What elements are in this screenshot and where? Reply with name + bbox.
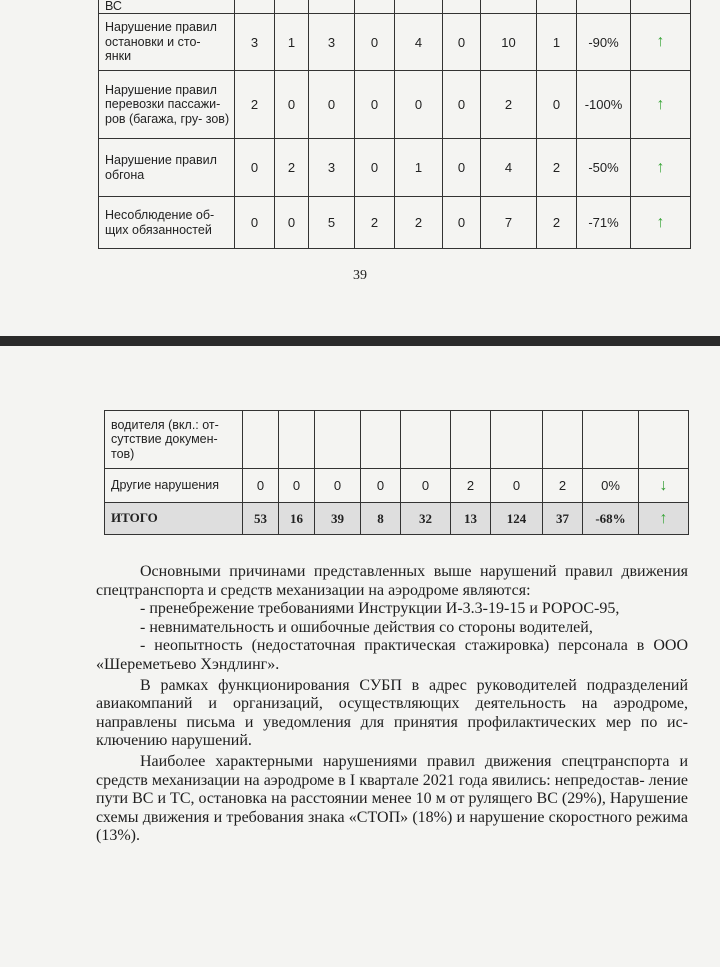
cell: 0 [443, 139, 481, 197]
table-row [105, 411, 689, 469]
violations-table-top [98, 0, 691, 249]
list-item: - невнимательность и ошибочные действия со стороны водителей, [140, 618, 593, 636]
cell: 2 [543, 469, 583, 503]
row-label: Другие нарушения [105, 469, 243, 503]
cell: 2 [451, 469, 491, 503]
cell: 0 [315, 469, 361, 503]
cell: 37 [543, 503, 583, 535]
cell: 0 [443, 197, 481, 249]
paragraph: В рамках функционирования СУБП в адрес руководителей подразделений авиакомпаний и организаций, осуществляющих деятельность на аэродроме, направлены письма и уведомления для принятия профилактических мер по ис- ключению нарушений. [96, 676, 688, 750]
cell: 8 [361, 503, 401, 535]
cell: 0 [355, 14, 395, 71]
cell: 1 [537, 14, 577, 71]
trend-up-icon: ↑ [631, 71, 691, 139]
total-row [105, 503, 689, 535]
cell: 0 [275, 71, 309, 139]
percent-cell: -90% [577, 14, 631, 71]
cell: 0 [275, 197, 309, 249]
cell: 3 [309, 139, 355, 197]
cell: 2 [275, 139, 309, 197]
percent-cell: 0% [583, 469, 639, 503]
cell: 0 [537, 71, 577, 139]
cell: 0 [279, 469, 315, 503]
paragraph: Основными причинами представленных выше нарушений правил движения спецтранспорта и средств механизации на аэродроме являются: [96, 563, 688, 599]
table-row [99, 197, 691, 249]
list-item: - пренебрежение требованиями Инструкции И-3.3-19-15 и РОРОС-95, [140, 600, 620, 618]
cell: 0 [443, 71, 481, 139]
cell: 0 [491, 469, 543, 503]
cell: 2 [481, 71, 537, 139]
trend-up-icon: ↑ [639, 503, 689, 535]
row-label: ИТОГО [105, 503, 243, 535]
cell: 0 [401, 469, 451, 503]
cell: 39 [315, 503, 361, 535]
cell: 124 [491, 503, 543, 535]
cell: 0 [355, 71, 395, 139]
cell: 0 [235, 139, 275, 197]
percent-cell: -68% [583, 503, 639, 535]
table-row [105, 469, 689, 503]
cell: 4 [395, 14, 443, 71]
cell: 2 [395, 197, 443, 249]
page-number: 39 [353, 268, 367, 283]
trend-down-icon: ↓ [639, 469, 689, 503]
table-row [99, 139, 691, 197]
row-label: Нарушение правил обгона [99, 139, 235, 197]
percent-cell: -71% [577, 197, 631, 249]
trend-up-icon: ↑ [631, 14, 691, 71]
cell: 2 [537, 139, 577, 197]
paragraph: Наиболее характерными нарушениями правил движения спецтранспорта и средств механизации на аэродроме в I квартале 2021 года явились: непредостав- ление пути ВС и ТС, остановка на расстоянии менее 10 м от рулящего ВС (29%), Нарушение схемы движения и требования знака «СТОП» (18%) и нарушение скоростного режима (13%). [96, 752, 688, 845]
cell: 0 [309, 71, 355, 139]
cell: 53 [243, 503, 279, 535]
row-label: Нарушение правил остановки и сто- янки [99, 14, 235, 71]
cell: 32 [401, 503, 451, 535]
cell: 13 [451, 503, 491, 535]
cell: 5 [309, 197, 355, 249]
cell: 2 [355, 197, 395, 249]
cell: 1 [275, 14, 309, 71]
document-page-top [0, 0, 720, 336]
cell: 0 [361, 469, 401, 503]
violations-table-bottom [104, 410, 689, 535]
row-label: водителя (вкл.: от- сутствие докумен- тов) [105, 411, 243, 469]
row-label: ВС [99, 0, 235, 14]
trend-up-icon: ↑ [631, 139, 691, 197]
cell: 3 [235, 14, 275, 71]
cell: 10 [481, 14, 537, 71]
trend-up-icon: ↑ [631, 197, 691, 249]
row-label: Нарушение правил перевозки пассажи- ров (багажа, гру- зов) [99, 71, 235, 139]
cell: 0 [355, 139, 395, 197]
cell: 7 [481, 197, 537, 249]
percent-cell: -100% [577, 71, 631, 139]
body-text [96, 563, 688, 846]
list-item: - неопытность (недостаточная практическая стажировка) персонала в ООО «Шереметьево Хэндлинг». [96, 637, 688, 673]
cell: 2 [537, 197, 577, 249]
table-row [99, 0, 691, 14]
cell: 2 [235, 71, 275, 139]
cell: 3 [309, 14, 355, 71]
table-row [99, 14, 691, 71]
table-row [99, 71, 691, 139]
percent-cell: -50% [577, 139, 631, 197]
cell: 0 [235, 197, 275, 249]
cell: 0 [443, 14, 481, 71]
cell: 4 [481, 139, 537, 197]
cell: 16 [279, 503, 315, 535]
cell: 0 [395, 71, 443, 139]
cell: 0 [243, 469, 279, 503]
cell: 1 [395, 139, 443, 197]
row-label: Несоблюдение об- щих обязанностей [99, 197, 235, 249]
